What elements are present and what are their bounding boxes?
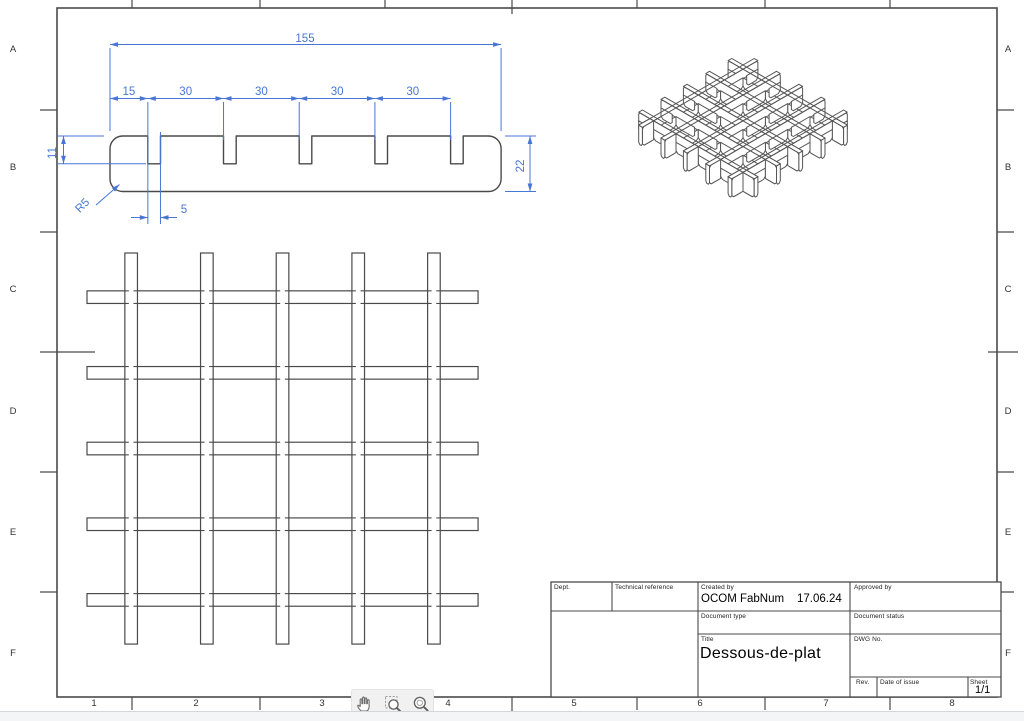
zone-number-5: 5 bbox=[571, 698, 577, 709]
dim-notch-width: 5 bbox=[180, 204, 188, 216]
rev-label: Rev. bbox=[856, 679, 870, 686]
zone-number-6: 6 bbox=[697, 698, 703, 709]
zone-number-2: 2 bbox=[193, 698, 199, 709]
dim-segment-15: 15 bbox=[122, 86, 136, 98]
sheet-label: Sheet bbox=[970, 679, 988, 686]
created-by-label: Created by bbox=[701, 584, 734, 591]
dimension-annotations bbox=[57, 42, 536, 224]
dim-segment-30-4: 30 bbox=[406, 86, 420, 98]
title-label: Title bbox=[701, 636, 714, 643]
zone-letter-left-f: F bbox=[10, 648, 16, 659]
zone-number-8: 8 bbox=[949, 698, 955, 709]
dim-segment-30-1: 30 bbox=[179, 86, 193, 98]
document-type-label: Document type bbox=[701, 613, 747, 620]
zone-letter-right-f: F bbox=[1005, 648, 1011, 659]
front-view bbox=[110, 136, 501, 192]
zone-letter-right-e: E bbox=[1004, 527, 1012, 538]
zone-letter-right-b: B bbox=[1004, 162, 1012, 173]
dim-overall-length: 155 bbox=[295, 33, 315, 45]
dim-corner-radius: R5 bbox=[73, 196, 93, 216]
zone-letter-left-c: C bbox=[9, 284, 17, 295]
dwg-no-label: DWG No. bbox=[854, 636, 883, 643]
dim-segment-30-2: 30 bbox=[255, 86, 268, 98]
sheet-value: 1/1 bbox=[975, 684, 991, 696]
zone-letter-left-a: A bbox=[9, 44, 17, 55]
date-of-issue-label: Date of issue bbox=[880, 679, 920, 686]
zone-number-7: 7 bbox=[823, 698, 829, 709]
zone-letter-right-c: C bbox=[1004, 284, 1012, 295]
approved-by-label: Approved by bbox=[854, 584, 892, 591]
zone-letter-left-e: E bbox=[9, 527, 17, 538]
zone-letter-left-b: B bbox=[9, 162, 17, 173]
zone-number-1: 1 bbox=[91, 698, 97, 709]
created-by-value: OCOM FabNum bbox=[701, 593, 785, 605]
zone-number-4: 4 bbox=[445, 698, 451, 709]
isometric-view bbox=[639, 59, 848, 198]
document-status-label: Document status bbox=[854, 613, 905, 620]
dim-bar-height: 22 bbox=[515, 159, 527, 173]
title-value: Dessous-de-plat bbox=[700, 645, 821, 662]
zone-letter-left-d: D bbox=[9, 406, 17, 417]
zone-number-3: 3 bbox=[319, 698, 325, 709]
created-date-value: 17.06.24 bbox=[797, 593, 842, 605]
zone-letter-right-a: A bbox=[1004, 44, 1012, 55]
technical-reference-label: Technical reference bbox=[615, 584, 674, 591]
dim-notch-depth: 11 bbox=[47, 147, 59, 159]
dept-label: Dept. bbox=[554, 584, 571, 591]
plan-view bbox=[87, 253, 478, 644]
dim-segment-30-3: 30 bbox=[330, 86, 344, 98]
dimension-texts bbox=[47, 33, 527, 216]
zone-letter-right-d: D bbox=[1004, 406, 1012, 417]
